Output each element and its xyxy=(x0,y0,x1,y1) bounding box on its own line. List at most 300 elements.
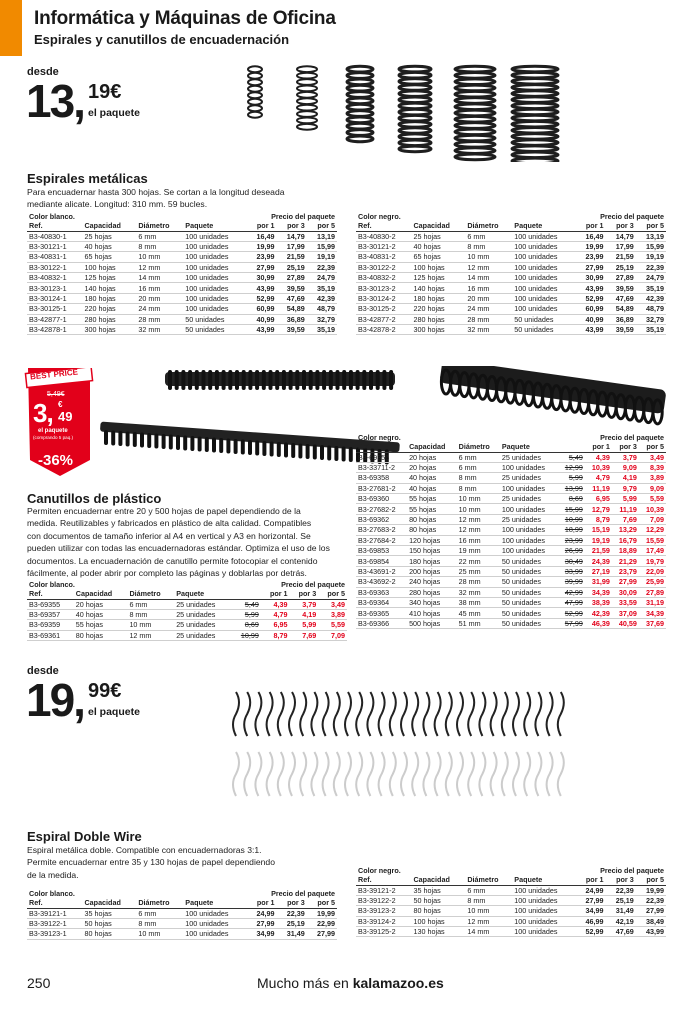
comb-ring xyxy=(342,447,346,462)
table-cell: B3-30122-1 xyxy=(27,262,82,272)
comb-ring xyxy=(349,370,353,390)
table-cell: 43,99 xyxy=(246,283,276,293)
comb-ring xyxy=(228,370,232,390)
wire-loop-white xyxy=(513,752,519,796)
wire-loop-white xyxy=(244,752,250,796)
table-row xyxy=(27,918,337,928)
table-row xyxy=(356,927,666,937)
table-cell: 17,99 xyxy=(606,241,636,251)
table-cell: 30,99 xyxy=(246,273,276,283)
table-cell: 35,19 xyxy=(307,325,337,335)
table-cell: 47,69 xyxy=(606,927,636,937)
column-header: Paquete xyxy=(183,898,246,908)
comb-ring xyxy=(181,370,185,390)
table-cell: 54,89 xyxy=(277,304,307,314)
table-price-label: Precio del paquete xyxy=(271,889,335,898)
column-header: por 3 xyxy=(606,875,636,885)
price-table-white xyxy=(27,212,337,335)
table-cell: 19,99 xyxy=(246,241,276,251)
table-cell: B3-69356 xyxy=(356,452,407,462)
comb-ring xyxy=(126,432,130,447)
best-price-label: BEST PRICE xyxy=(29,367,79,382)
table-cell: 16,79 xyxy=(612,535,639,545)
column-header: por 1 xyxy=(575,221,605,231)
column-header: Capacidad xyxy=(407,442,457,452)
table-cell: 36,89 xyxy=(277,314,307,324)
table-cell: 22,39 xyxy=(606,885,636,895)
table-cell: 6,95 xyxy=(585,494,612,504)
table-cell: 100 unidades xyxy=(183,304,246,314)
wire-loop-white xyxy=(379,752,385,796)
table-cell: 31,19 xyxy=(639,597,666,607)
table-price-label: Precio del paquete xyxy=(600,866,664,875)
comb-ring xyxy=(389,370,393,390)
comb-ring xyxy=(329,370,333,390)
comb-ring xyxy=(169,435,173,450)
table-cell: 65 hojas xyxy=(411,252,465,262)
table-cell: 125 hojas xyxy=(82,273,136,283)
wire-loop-black xyxy=(334,692,340,736)
wire-loop-black xyxy=(267,692,273,736)
table-cell: 4,79 xyxy=(261,609,290,619)
table-cell: 12 mm xyxy=(465,262,512,272)
column-header: Ref. xyxy=(356,875,411,885)
table-cell: 27,89 xyxy=(277,273,307,283)
table-cell: 31,99 xyxy=(585,577,612,587)
comb-ring xyxy=(104,430,108,445)
table-row xyxy=(27,630,347,640)
table-cell: 25,99 xyxy=(639,577,666,587)
column-header: Paquete xyxy=(512,875,575,885)
table-cell: 100 unidades xyxy=(512,293,575,303)
table-cell: 7,69 xyxy=(290,630,319,640)
table-cell: B3-39124-2 xyxy=(356,916,411,926)
table-color-label: Color negro. xyxy=(358,866,401,875)
table-cell: 42,19 xyxy=(606,916,636,926)
spiral-loop xyxy=(512,158,558,162)
table-cell: 46,39 xyxy=(585,618,612,628)
column-header: Ref. xyxy=(356,442,407,452)
table-cell: 6,95 xyxy=(261,620,290,630)
table-cell: 8,69 xyxy=(232,620,261,630)
wire-loop-black xyxy=(233,692,239,736)
table-cell: 100 unidades xyxy=(500,483,558,493)
table-cell: 100 hojas xyxy=(82,262,136,272)
table-cell: 19,99 xyxy=(636,885,666,895)
table-row xyxy=(27,599,347,609)
column-header: Diámetro xyxy=(136,898,183,908)
table-cell: 12 mm xyxy=(457,514,500,524)
comb-ring xyxy=(275,370,279,390)
table-cell: 14 mm xyxy=(465,273,512,283)
table-cell: 37,69 xyxy=(639,618,666,628)
desde-label: desde xyxy=(27,66,59,78)
wire-loop-white xyxy=(367,752,373,796)
table-cell: 12 mm xyxy=(127,630,174,640)
table-cell: B3-69365 xyxy=(356,608,407,618)
table-cell: 13,19 xyxy=(307,231,337,241)
wire-loop-black xyxy=(502,692,508,736)
comb-ring xyxy=(295,370,299,390)
table-row xyxy=(356,462,666,472)
comb-ring xyxy=(248,370,252,390)
table-cell: 43,99 xyxy=(575,325,605,335)
table-cell: 50 unidades xyxy=(512,325,575,335)
table-cell: 7,09 xyxy=(639,514,666,524)
comb-ring xyxy=(356,370,360,390)
table-cell: B3-39121-1 xyxy=(27,908,82,918)
table-cell: 50 unidades xyxy=(500,618,558,628)
table-cell: 25 unidades xyxy=(174,609,231,619)
table-row xyxy=(356,452,666,462)
table-cell: 46,99 xyxy=(575,916,605,926)
wire-loop-black xyxy=(289,692,295,736)
column-header: por 5 xyxy=(307,221,337,231)
table-cell: 33,59 xyxy=(612,597,639,607)
table-cell: 26,99 xyxy=(558,546,585,556)
table-cell: B3-40830-2 xyxy=(356,231,411,241)
desc-line: medida. Reutilizables y fabricados en plástico de alta calidad. Compatibles xyxy=(27,518,312,529)
table-cell: 35 hojas xyxy=(82,908,136,918)
table-cell: 8 mm xyxy=(465,241,512,251)
table-cell: 27,99 xyxy=(612,577,639,587)
table-cell: 40,99 xyxy=(575,314,605,324)
table-cell: 100 unidades xyxy=(183,283,246,293)
table-cell: 50 unidades xyxy=(500,597,558,607)
table-row xyxy=(356,252,666,262)
spiral-loop xyxy=(248,92,262,98)
table-color-label: Color negro. xyxy=(358,433,401,442)
table-cell: B3-69362 xyxy=(356,514,407,524)
spiral-loop xyxy=(297,73,317,79)
table-row xyxy=(27,273,337,283)
table-cell: 34,39 xyxy=(639,608,666,618)
table-cell: 12,29 xyxy=(639,525,666,535)
table-cell: 55 hojas xyxy=(74,620,128,630)
table-cell: B3-43692-2 xyxy=(356,577,407,587)
table-cell: B3-40832-2 xyxy=(356,273,411,283)
table-cell: 14,79 xyxy=(277,231,307,241)
table-cell: B3-30122-2 xyxy=(356,262,411,272)
column-header: por 1 xyxy=(575,875,605,885)
table-cell: 8,39 xyxy=(639,462,666,472)
table-cell: 20 mm xyxy=(465,293,512,303)
wire-loop-white xyxy=(423,752,429,796)
spiral-loop xyxy=(297,105,317,111)
column-header: por 3 xyxy=(606,221,636,231)
table-cell: 200 hojas xyxy=(407,566,457,576)
table-header xyxy=(27,221,337,231)
column-header: Capacidad xyxy=(74,589,128,599)
table-cell: B3-39122-2 xyxy=(356,895,411,905)
wire-loop-black xyxy=(479,692,485,736)
table-cell: 10,99 xyxy=(232,630,261,640)
table-row xyxy=(27,262,337,272)
table-row xyxy=(356,494,666,504)
column-header: por 3 xyxy=(612,442,639,452)
table-row xyxy=(356,885,666,895)
table-cell: 100 unidades xyxy=(500,504,558,514)
table-cell: 24,39 xyxy=(585,556,612,566)
table-row xyxy=(356,473,666,483)
table-cell: 9,79 xyxy=(612,483,639,493)
table-cell: B3-39123-1 xyxy=(27,929,82,939)
comb-ring xyxy=(111,431,115,446)
table-row xyxy=(356,525,666,535)
table-cell: 50 unidades xyxy=(183,325,246,335)
table-row xyxy=(356,546,666,556)
wire-loop-black xyxy=(524,692,530,736)
desc-line: de la medida. xyxy=(27,869,79,880)
table-cell: 22,99 xyxy=(307,918,337,928)
spiral-loop xyxy=(297,66,317,72)
table-cell: 19,19 xyxy=(307,252,337,262)
table-cell: 16 mm xyxy=(457,535,500,545)
table-cell: 25 unidades xyxy=(500,452,558,462)
table-cell: 15,59 xyxy=(639,535,666,545)
table-header xyxy=(27,898,337,908)
table-row xyxy=(356,483,666,493)
table-cell: B3-30124-1 xyxy=(27,293,82,303)
table-cell: 20 hojas xyxy=(74,599,128,609)
table-cell: 40 hojas xyxy=(407,473,457,483)
table-cell: 16,49 xyxy=(575,231,605,241)
table-cell: 60,99 xyxy=(246,304,276,314)
comb-ring xyxy=(162,434,166,449)
column-header: Capacidad xyxy=(411,221,465,231)
table-cell: 100 unidades xyxy=(512,241,575,251)
table-cell: 33,99 xyxy=(558,566,585,576)
column-header: Capacidad xyxy=(411,875,465,885)
table-cell: 25 unidades xyxy=(500,514,558,524)
comb-ring xyxy=(376,370,380,390)
table-cell: 22 mm xyxy=(457,556,500,566)
table-cell: 10 mm xyxy=(127,620,174,630)
table-cell: 21,29 xyxy=(612,556,639,566)
table-cell: 15,19 xyxy=(585,525,612,535)
spiral-loop xyxy=(297,117,317,123)
table-cell: 4,39 xyxy=(585,452,612,462)
table-cell: 40 hojas xyxy=(82,241,136,251)
comb-ring xyxy=(176,435,180,450)
table-cell: 100 unidades xyxy=(183,273,246,283)
wire-loop-white xyxy=(491,752,497,796)
table-cell: B3-30123-2 xyxy=(356,283,411,293)
table-cell: 23,99 xyxy=(246,252,276,262)
wire-loop-white xyxy=(311,752,317,796)
table-cell: 50 unidades xyxy=(500,608,558,618)
column-header: por 5 xyxy=(307,898,337,908)
table-cell: 27,99 xyxy=(575,262,605,272)
price-per: el paquete xyxy=(88,107,140,119)
table-cell: 32 mm xyxy=(457,587,500,597)
comb-ring xyxy=(291,443,295,458)
wire-loop-black xyxy=(356,692,362,736)
table-row xyxy=(27,620,347,630)
table-cell: 5,49 xyxy=(558,452,585,462)
table-row xyxy=(356,535,666,545)
table-cell: 100 unidades xyxy=(512,895,575,905)
table-cell: B3-69363 xyxy=(356,587,407,597)
table-cell: 25,19 xyxy=(606,895,636,905)
table-cell: B3-40832-1 xyxy=(27,273,82,283)
table-cell: 36,89 xyxy=(606,314,636,324)
table-cell: 20 hojas xyxy=(407,452,457,462)
table-cell: 280 hojas xyxy=(82,314,136,324)
table-color-label: Color blanco. xyxy=(29,889,75,898)
table-cell: 100 unidades xyxy=(512,304,575,314)
column-header: Ref. xyxy=(27,898,82,908)
spiral-loop xyxy=(347,136,373,142)
wire-loop-black xyxy=(379,692,385,736)
footer-site-link[interactable]: kalamazoo.es xyxy=(352,975,444,991)
table-cell: 40 hojas xyxy=(407,483,457,493)
table-cell: 280 hojas xyxy=(407,587,457,597)
table-cell: 100 unidades xyxy=(183,231,246,241)
comb-ring xyxy=(168,370,172,390)
table-cell: 52,99 xyxy=(246,293,276,303)
table-cell: 38,39 xyxy=(585,597,612,607)
table-cell: 17,99 xyxy=(277,241,307,251)
table-cell: 39,59 xyxy=(606,325,636,335)
table-header xyxy=(356,221,666,231)
table-cell: 13,99 xyxy=(558,483,585,493)
table-row xyxy=(356,587,666,597)
comb-ring xyxy=(382,370,386,390)
page-number: 250 xyxy=(27,975,51,991)
column-header: por 5 xyxy=(318,589,347,599)
table-cell: 10 mm xyxy=(136,252,183,262)
table-cell: 39,99 xyxy=(558,577,585,587)
table-row xyxy=(356,608,666,618)
table-cell: 8 mm xyxy=(465,895,512,905)
table-cell: 12,99 xyxy=(558,462,585,472)
table-cell: 140 hojas xyxy=(82,283,136,293)
table-cell: 51 mm xyxy=(457,618,500,628)
table-cell: 100 hojas xyxy=(411,262,465,272)
table-cell: 48,79 xyxy=(307,304,337,314)
table-cell: B3-30121-1 xyxy=(27,241,82,251)
comb-ring xyxy=(154,434,158,449)
table-cell: 30,49 xyxy=(558,556,585,566)
comb-ring xyxy=(255,370,259,390)
table-cell: 25 unidades xyxy=(500,473,558,483)
comb-ring xyxy=(336,370,340,390)
comb-ring xyxy=(369,370,373,390)
comb-ring xyxy=(222,370,226,390)
table-cell: 25,19 xyxy=(277,262,307,272)
table-row xyxy=(27,304,337,314)
table-cell: 15,99 xyxy=(307,241,337,251)
table-row xyxy=(356,293,666,303)
comb-ring xyxy=(282,370,286,390)
table-cell: 43,99 xyxy=(575,283,605,293)
table-cell: 5,99 xyxy=(558,473,585,483)
wire-loop-black xyxy=(547,692,553,736)
table-cell: 150 hojas xyxy=(407,546,457,556)
table-cell: 14 mm xyxy=(465,927,512,937)
table-cell: 4,79 xyxy=(585,473,612,483)
table-cell: 50 unidades xyxy=(183,314,246,324)
comb-ring xyxy=(205,437,209,452)
table-cell: 19,19 xyxy=(636,252,666,262)
table-cell: 24,99 xyxy=(575,885,605,895)
wire-loop-black xyxy=(323,692,329,736)
comb-ring xyxy=(284,443,288,458)
column-header: Paquete xyxy=(183,221,246,231)
table-cell: 100 unidades xyxy=(500,462,558,472)
comb-ring xyxy=(175,370,179,390)
table-cell: 100 unidades xyxy=(512,885,575,895)
table-cell: 12,79 xyxy=(585,504,612,514)
table-cell: 14,79 xyxy=(606,231,636,241)
wire-loop-white xyxy=(289,752,295,796)
price-cents: 19€ xyxy=(88,81,122,103)
table-cell: 50 unidades xyxy=(500,566,558,576)
table-cell: 27,99 xyxy=(575,895,605,905)
table-cell: 9,09 xyxy=(612,462,639,472)
table-cell: B3-69357 xyxy=(27,609,74,619)
table-row xyxy=(356,895,666,905)
table-cell: 22,39 xyxy=(636,895,666,905)
wire-loop-white xyxy=(524,752,530,796)
table-cell: 8,79 xyxy=(585,514,612,524)
column-header: por 3 xyxy=(290,589,319,599)
wire-loop-black xyxy=(558,692,564,736)
table-cell: B3-40830-1 xyxy=(27,231,82,241)
table-cell: 47,99 xyxy=(558,597,585,607)
comb-ring xyxy=(342,370,346,390)
wire-loop-black xyxy=(345,692,351,736)
table-cell: 19,99 xyxy=(307,908,337,918)
wire-loop-black xyxy=(535,692,541,736)
table-cell: 37,09 xyxy=(612,608,639,618)
desc-line: Espiral metálica doble. Compatible con encuadernadoras 3:1. xyxy=(27,845,262,855)
comb-ring xyxy=(140,433,144,448)
table-cell: 32 mm xyxy=(136,325,183,335)
table-cell: 18,99 xyxy=(558,525,585,535)
table-cell: 48,79 xyxy=(636,304,666,314)
footer-text xyxy=(257,975,444,991)
table-cell: 23,99 xyxy=(575,252,605,262)
wire-loop-white xyxy=(323,752,329,796)
wire-loop-black xyxy=(367,692,373,736)
table-cell: 100 hojas xyxy=(411,916,465,926)
table-cell: 100 unidades xyxy=(512,252,575,262)
table-cell: 31,49 xyxy=(277,929,307,939)
table-cell: 32 mm xyxy=(465,325,512,335)
table-cell: 180 hojas xyxy=(82,293,136,303)
table-cell: 100 unidades xyxy=(183,908,246,918)
table-row xyxy=(356,906,666,916)
table-cell: 6 mm xyxy=(465,885,512,895)
table-cell: 25 unidades xyxy=(500,494,558,504)
spiral-loop xyxy=(248,105,262,111)
comb-ring xyxy=(195,370,199,390)
desc-line: fácilmente, al poder abrir por completo las páginas y doblarlas por detrás. xyxy=(27,568,307,579)
table-cell: 50 unidades xyxy=(500,577,558,587)
spiral-loop xyxy=(248,86,262,92)
table-row xyxy=(27,283,337,293)
table-header xyxy=(356,875,666,885)
column-header: Ref. xyxy=(27,221,82,231)
column-header: Ref. xyxy=(27,589,74,599)
table-cell: 10 mm xyxy=(457,494,500,504)
spiral-loop xyxy=(297,98,317,104)
comb-ring xyxy=(262,441,266,456)
table-cell: B3-27682-2 xyxy=(356,504,407,514)
comb-ring xyxy=(270,442,274,457)
